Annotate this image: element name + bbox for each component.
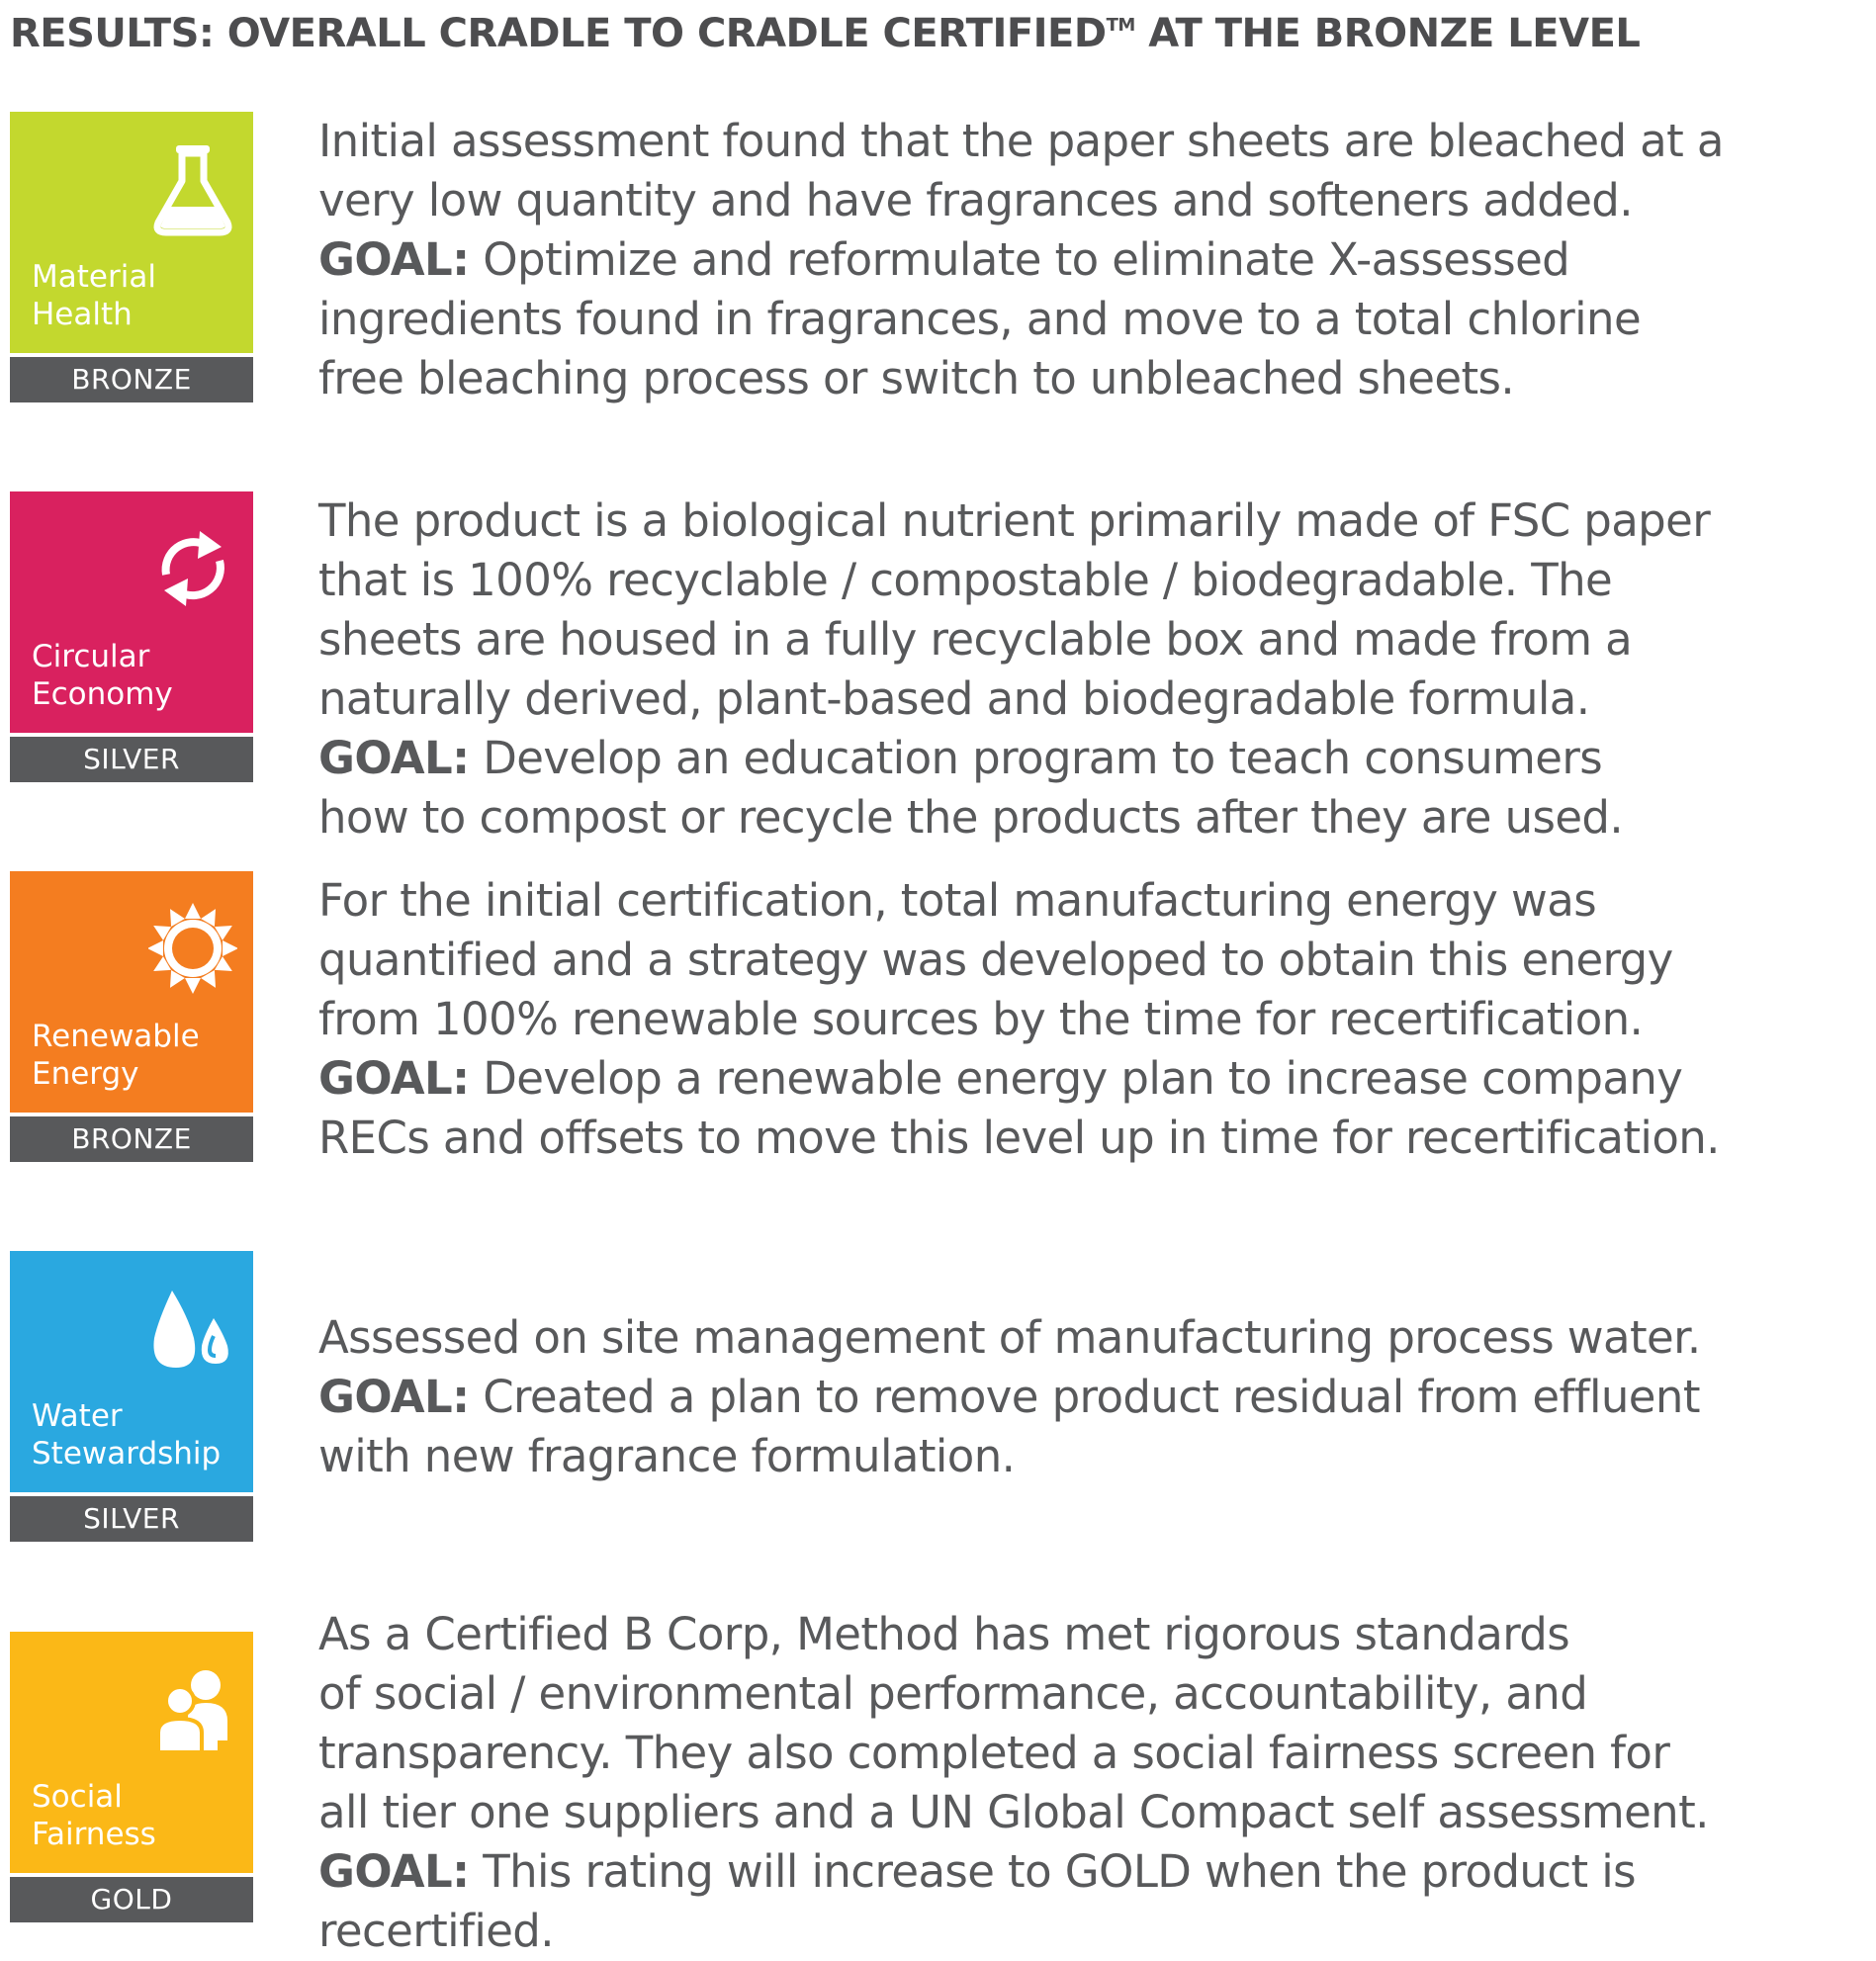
category-tile — [10, 1632, 253, 1873]
flask-icon — [148, 141, 237, 236]
goal-label: GOAL: — [318, 1052, 470, 1105]
level-badge: SILVER — [10, 1496, 253, 1542]
recycle-arrows-icon — [148, 521, 237, 616]
title-main: RESULTS: OVERALL CRADLE TO CRADLE CERTIFIED — [10, 11, 1107, 56]
title-suffix: AT THE BRONZE LEVEL — [1134, 11, 1641, 56]
category-tile — [10, 491, 253, 733]
category-badge — [10, 1632, 253, 1922]
category-badge — [10, 112, 253, 402]
goal-text: Develop an education program to teach consumers how to compost or recycle the products after they are used. — [318, 732, 1624, 844]
level-badge: BRONZE — [10, 357, 253, 402]
section-description — [318, 1308, 1871, 1486]
level-badge: GOLD — [10, 1877, 253, 1922]
level-badge: BRONZE — [10, 1116, 253, 1162]
category-label: Water Stewardship — [32, 1398, 222, 1471]
goal-label: GOAL: — [318, 1371, 470, 1423]
goal-label: GOAL: — [318, 732, 470, 784]
category-label: Renewable Energy — [32, 1019, 200, 1092]
finding-text: Assessed on site management of manufacturing process water. — [318, 1311, 1701, 1364]
sun-icon — [148, 901, 237, 996]
category-label: Circular Economy — [32, 639, 173, 712]
category-badge — [10, 1251, 253, 1542]
category-badge — [10, 491, 253, 782]
category-tile — [10, 112, 253, 353]
level-badge: SILVER — [10, 737, 253, 782]
goal-label: GOAL: — [318, 1845, 470, 1898]
section-description — [318, 112, 1871, 408]
finding-text: Initial assessment found that the paper sheets are bleached at a very low quantity and have fragrances and softeners added. — [318, 115, 1724, 226]
goal-text: This rating will increase to GOLD when the product is recertified. — [318, 1845, 1636, 1957]
section-description — [318, 1605, 1871, 1961]
people-icon — [148, 1661, 237, 1756]
category-badge — [10, 871, 253, 1162]
goal-text: Optimize and reformulate to eliminate X-assessed ingredients found in fragrances, and move to a total chlorine free bleaching process or switch to unbleached sheets. — [318, 233, 1642, 404]
goal-text: Created a plan to remove product residual from effluent with new fragrance formulation. — [318, 1371, 1700, 1482]
finding-text: For the initial certification, total manufacturing energy was quantified and a strategy was developed to obtain this energy from 100% renewable sources by the time for recertification. — [318, 874, 1673, 1045]
section-description — [318, 491, 1871, 847]
water-drops-icon — [148, 1281, 237, 1376]
trademark-mark: TM — [1106, 15, 1135, 36]
category-tile — [10, 871, 253, 1113]
finding-text: As a Certified B Corp, Method has met rigorous standards of social / environmental performance, accountability, and transparency. They also completed a social fairness screen for all tier one suppliers and a UN Global Compact self assessment. — [318, 1608, 1709, 1838]
category-tile — [10, 1251, 253, 1492]
category-label: Material Health — [32, 259, 156, 332]
finding-text: The product is a biological nutrient primarily made of FSC paper that is 100% recyclable / compostable / biodegradable. The sheets are housed in a fully recyclable box and made from a naturally derived, plant-based and biodegradable formula. — [318, 494, 1711, 725]
category-label: Social Fairness — [32, 1779, 156, 1852]
goal-text: Develop a renewable energy plan to increase company RECs and offsets to move this level up in time for recertification. — [318, 1052, 1720, 1164]
page-title — [10, 2, 1869, 57]
section-description — [318, 871, 1871, 1168]
goal-label: GOAL: — [318, 233, 470, 286]
